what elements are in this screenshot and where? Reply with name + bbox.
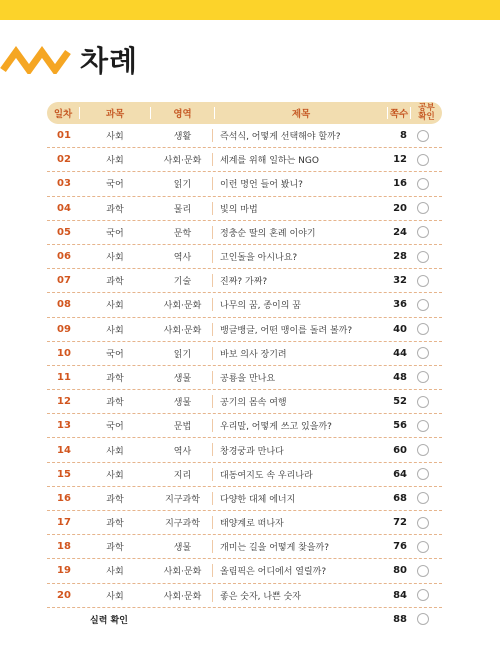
row-area: 사회·문화	[163, 301, 202, 312]
row-title: 이런 명언 들어 봤니?	[220, 180, 303, 191]
row-number: 03	[57, 178, 71, 190]
header-page: 쪽수	[389, 109, 409, 120]
row-subject: 사회	[106, 132, 124, 143]
row-title: 빛의 마법	[220, 204, 258, 215]
check-circle-icon[interactable]	[417, 589, 429, 601]
row-area: 문법	[173, 422, 192, 433]
toc-rows	[47, 124, 442, 608]
row-number: 11	[57, 371, 71, 383]
row-area: 지리	[173, 470, 192, 481]
row-title: 대동여지도 속 우리나라	[220, 470, 313, 481]
row-title: 즉석식, 어떻게 선택해야 할까?	[220, 132, 341, 143]
summary-row	[47, 608, 442, 631]
row-subject: 사회	[106, 301, 124, 312]
row-check[interactable]	[417, 293, 429, 316]
check-circle-icon[interactable]	[417, 299, 429, 311]
row-area: 읽기	[173, 180, 192, 191]
row-area: 지구과학	[165, 519, 200, 530]
toc-row[interactable]	[47, 390, 442, 414]
row-check[interactable]	[417, 148, 429, 171]
row-check[interactable]	[417, 438, 429, 461]
row-page: 12	[393, 154, 407, 166]
row-title: 태양계로 떠나자	[220, 519, 284, 530]
check-circle-icon[interactable]	[417, 275, 429, 287]
summary-page: 88	[393, 613, 407, 625]
toc-row[interactable]	[47, 511, 442, 535]
check-circle-icon[interactable]	[417, 130, 429, 142]
toc-row[interactable]	[47, 487, 442, 511]
check-circle-icon[interactable]	[417, 251, 429, 263]
row-page: 24	[393, 226, 407, 238]
summary-label: 실력 확인	[90, 615, 128, 626]
row-check[interactable]	[417, 197, 429, 220]
row-number: 07	[57, 275, 71, 287]
row-page: 32	[393, 275, 407, 287]
row-area: 사회·문화	[163, 567, 202, 578]
row-subject: 사회	[106, 325, 124, 336]
row-title: 고인돌을 아시나요?	[220, 253, 298, 264]
header-title: 제목	[291, 109, 311, 120]
check-circle-icon[interactable]	[417, 492, 429, 504]
row-page: 76	[393, 541, 407, 553]
row-number: 13	[57, 420, 71, 432]
check-circle-icon[interactable]	[417, 613, 429, 625]
row-page: 16	[393, 178, 407, 190]
toc-row[interactable]	[47, 172, 442, 196]
row-divider	[212, 153, 213, 166]
toc-row[interactable]	[47, 438, 442, 462]
check-circle-icon[interactable]	[417, 178, 429, 190]
row-divider	[212, 250, 213, 263]
top-yellow-band	[0, 0, 500, 20]
row-check[interactable]	[417, 584, 429, 607]
row-check[interactable]	[417, 124, 429, 147]
row-title: 창경궁과 만나다	[220, 446, 284, 457]
row-divider	[212, 347, 213, 360]
row-number: 09	[57, 323, 71, 335]
row-area: 생물	[173, 398, 192, 409]
row-area: 지구과학	[165, 494, 200, 505]
row-area: 역사	[173, 253, 192, 264]
row-divider	[212, 419, 213, 432]
row-subject: 과학	[106, 519, 124, 530]
check-circle-icon[interactable]	[417, 420, 429, 432]
row-number: 16	[57, 492, 71, 504]
row-page: 40	[393, 323, 407, 335]
row-check[interactable]	[417, 559, 429, 582]
row-number: 10	[57, 347, 71, 359]
check-circle-icon[interactable]	[417, 396, 429, 408]
row-title: 나무의 꿈, 종이의 꿈	[220, 301, 301, 312]
row-subject: 사회	[106, 253, 124, 264]
row-title: 좋은 숫자, 나쁜 숫자	[220, 591, 301, 602]
row-divider	[212, 516, 213, 529]
row-title: 세계를 위해 일하는 NGO	[220, 156, 319, 167]
row-check[interactable]	[417, 366, 429, 389]
row-title: 정충순 딸의 혼례 이야기	[220, 228, 316, 239]
row-divider	[212, 395, 213, 408]
row-page: 52	[393, 396, 407, 408]
row-number: 04	[57, 202, 71, 214]
row-subject: 국어	[106, 180, 124, 191]
check-circle-icon[interactable]	[417, 323, 429, 335]
row-page: 84	[393, 589, 407, 601]
row-title: 우리말, 어떻게 쓰고 있을까?	[220, 422, 332, 433]
row-check[interactable]	[417, 269, 429, 292]
row-title: 뱅글뱅글, 어떤 맹이를 돌려 볼까?	[220, 325, 353, 336]
row-page: 72	[393, 517, 407, 529]
row-subject: 과학	[106, 494, 124, 505]
row-area: 생물	[173, 543, 192, 554]
row-area: 역사	[173, 446, 192, 457]
toc-row[interactable]	[47, 414, 442, 438]
row-page: 8	[400, 130, 407, 142]
row-page: 20	[393, 202, 407, 214]
row-page: 68	[393, 492, 407, 504]
check-circle-icon[interactable]	[417, 468, 429, 480]
row-subject: 사회	[106, 591, 124, 602]
row-area: 문학	[173, 228, 192, 239]
row-number: 17	[57, 517, 71, 529]
row-area: 사회·문화	[163, 156, 202, 167]
header-check-line1: 공부	[418, 103, 435, 113]
row-divider	[212, 129, 213, 142]
row-area: 기술	[173, 277, 192, 288]
toc-row[interactable]	[47, 148, 442, 172]
row-check[interactable]	[417, 245, 429, 268]
row-check[interactable]	[417, 390, 429, 413]
row-divider	[212, 492, 213, 505]
row-page: 60	[393, 444, 407, 456]
row-subject: 사회	[106, 446, 124, 457]
row-area: 생물	[173, 373, 192, 384]
row-check[interactable]	[417, 511, 429, 534]
row-number: 15	[57, 468, 71, 480]
header-check-line2: 확인	[418, 112, 435, 122]
row-title: 진짜? 가짜?	[220, 277, 268, 288]
row-number: 06	[57, 251, 71, 263]
row-check[interactable]	[417, 487, 429, 510]
row-subject: 사회	[106, 567, 124, 578]
row-divider	[212, 226, 213, 239]
page-title: 차례	[80, 44, 139, 78]
row-subject: 국어	[106, 422, 124, 433]
row-page: 80	[393, 565, 407, 577]
row-divider	[212, 589, 213, 602]
row-check[interactable]	[417, 318, 429, 341]
row-divider	[212, 468, 213, 481]
toc-row[interactable]	[47, 318, 442, 342]
check-circle-icon[interactable]	[417, 226, 429, 238]
row-page: 56	[393, 420, 407, 432]
row-divider	[212, 540, 213, 553]
check-circle-icon[interactable]	[417, 347, 429, 359]
row-number: 19	[57, 565, 71, 577]
toc-row[interactable]	[47, 559, 442, 583]
table-of-contents	[47, 102, 442, 631]
toc-row[interactable]	[47, 245, 442, 269]
row-check[interactable]	[417, 463, 429, 486]
row-check[interactable]	[417, 535, 429, 558]
check-circle-icon[interactable]	[417, 565, 429, 577]
toc-row[interactable]	[47, 269, 442, 293]
row-check[interactable]	[417, 221, 429, 244]
row-page: 48	[393, 371, 407, 383]
row-check[interactable]	[417, 414, 429, 437]
row-number: 12	[57, 396, 71, 408]
toc-row[interactable]	[47, 221, 442, 245]
row-subject: 국어	[106, 349, 124, 360]
header-area: 영역	[173, 109, 192, 120]
row-number: 20	[57, 589, 71, 601]
row-area: 사회·문화	[163, 591, 202, 602]
row-number: 01	[57, 130, 71, 142]
header-study-check	[411, 102, 442, 124]
row-divider	[212, 177, 213, 190]
row-title: 올림픽은 어디에서 열릴까?	[220, 567, 327, 578]
check-circle-icon[interactable]	[417, 371, 429, 383]
check-circle-icon[interactable]	[417, 154, 429, 166]
check-circle-icon[interactable]	[417, 202, 429, 214]
toc-row[interactable]	[47, 293, 442, 317]
row-subject: 사회	[106, 470, 124, 481]
row-number: 18	[57, 541, 71, 553]
row-subject: 과학	[106, 398, 124, 409]
zigzag-logo-icon	[0, 46, 72, 74]
row-page: 44	[393, 347, 407, 359]
check-circle-icon[interactable]	[417, 444, 429, 456]
row-area: 물리	[173, 204, 192, 215]
row-subject: 과학	[106, 204, 124, 215]
row-divider	[212, 323, 213, 336]
toc-row[interactable]	[47, 124, 442, 148]
row-divider	[212, 202, 213, 215]
row-divider	[212, 443, 213, 456]
row-title: 공룡을 만나요	[220, 373, 276, 384]
table-header	[47, 102, 442, 124]
row-number: 14	[57, 444, 71, 456]
row-divider	[212, 298, 213, 311]
row-page: 64	[393, 468, 407, 480]
toc-row[interactable]	[47, 197, 442, 221]
row-area: 생활	[173, 132, 192, 143]
row-subject: 과학	[106, 543, 124, 554]
check-circle-icon[interactable]	[417, 541, 429, 553]
row-title: 다양한 대체 에너지	[220, 494, 296, 505]
row-divider	[212, 564, 213, 577]
check-circle-icon[interactable]	[417, 517, 429, 529]
row-check[interactable]	[417, 172, 429, 195]
row-number: 05	[57, 226, 71, 238]
toc-row[interactable]	[47, 342, 442, 366]
row-divider	[212, 274, 213, 287]
row-area: 읽기	[173, 349, 192, 360]
row-subject: 과학	[106, 277, 124, 288]
row-number: 08	[57, 299, 71, 311]
row-subject: 국어	[106, 228, 124, 239]
header-day: 일차	[53, 109, 73, 120]
row-check[interactable]	[417, 342, 429, 365]
toc-row[interactable]	[47, 366, 442, 390]
toc-row[interactable]	[47, 463, 442, 487]
row-page: 36	[393, 299, 407, 311]
row-subject: 사회	[106, 156, 124, 167]
row-subject: 과학	[106, 373, 124, 384]
row-divider	[212, 371, 213, 384]
toc-row[interactable]	[47, 535, 442, 559]
row-area: 사회·문화	[163, 325, 202, 336]
toc-row[interactable]	[47, 584, 442, 608]
row-number: 02	[57, 154, 71, 166]
row-title: 공기의 몸속 여행	[220, 398, 287, 409]
row-title: 바보 의사 장기려	[220, 349, 287, 360]
row-page: 28	[393, 251, 407, 263]
row-title: 개미는 길을 어떻게 찾을까?	[220, 543, 329, 554]
header-subject: 과목	[105, 109, 125, 120]
summary-check[interactable]	[417, 608, 429, 631]
